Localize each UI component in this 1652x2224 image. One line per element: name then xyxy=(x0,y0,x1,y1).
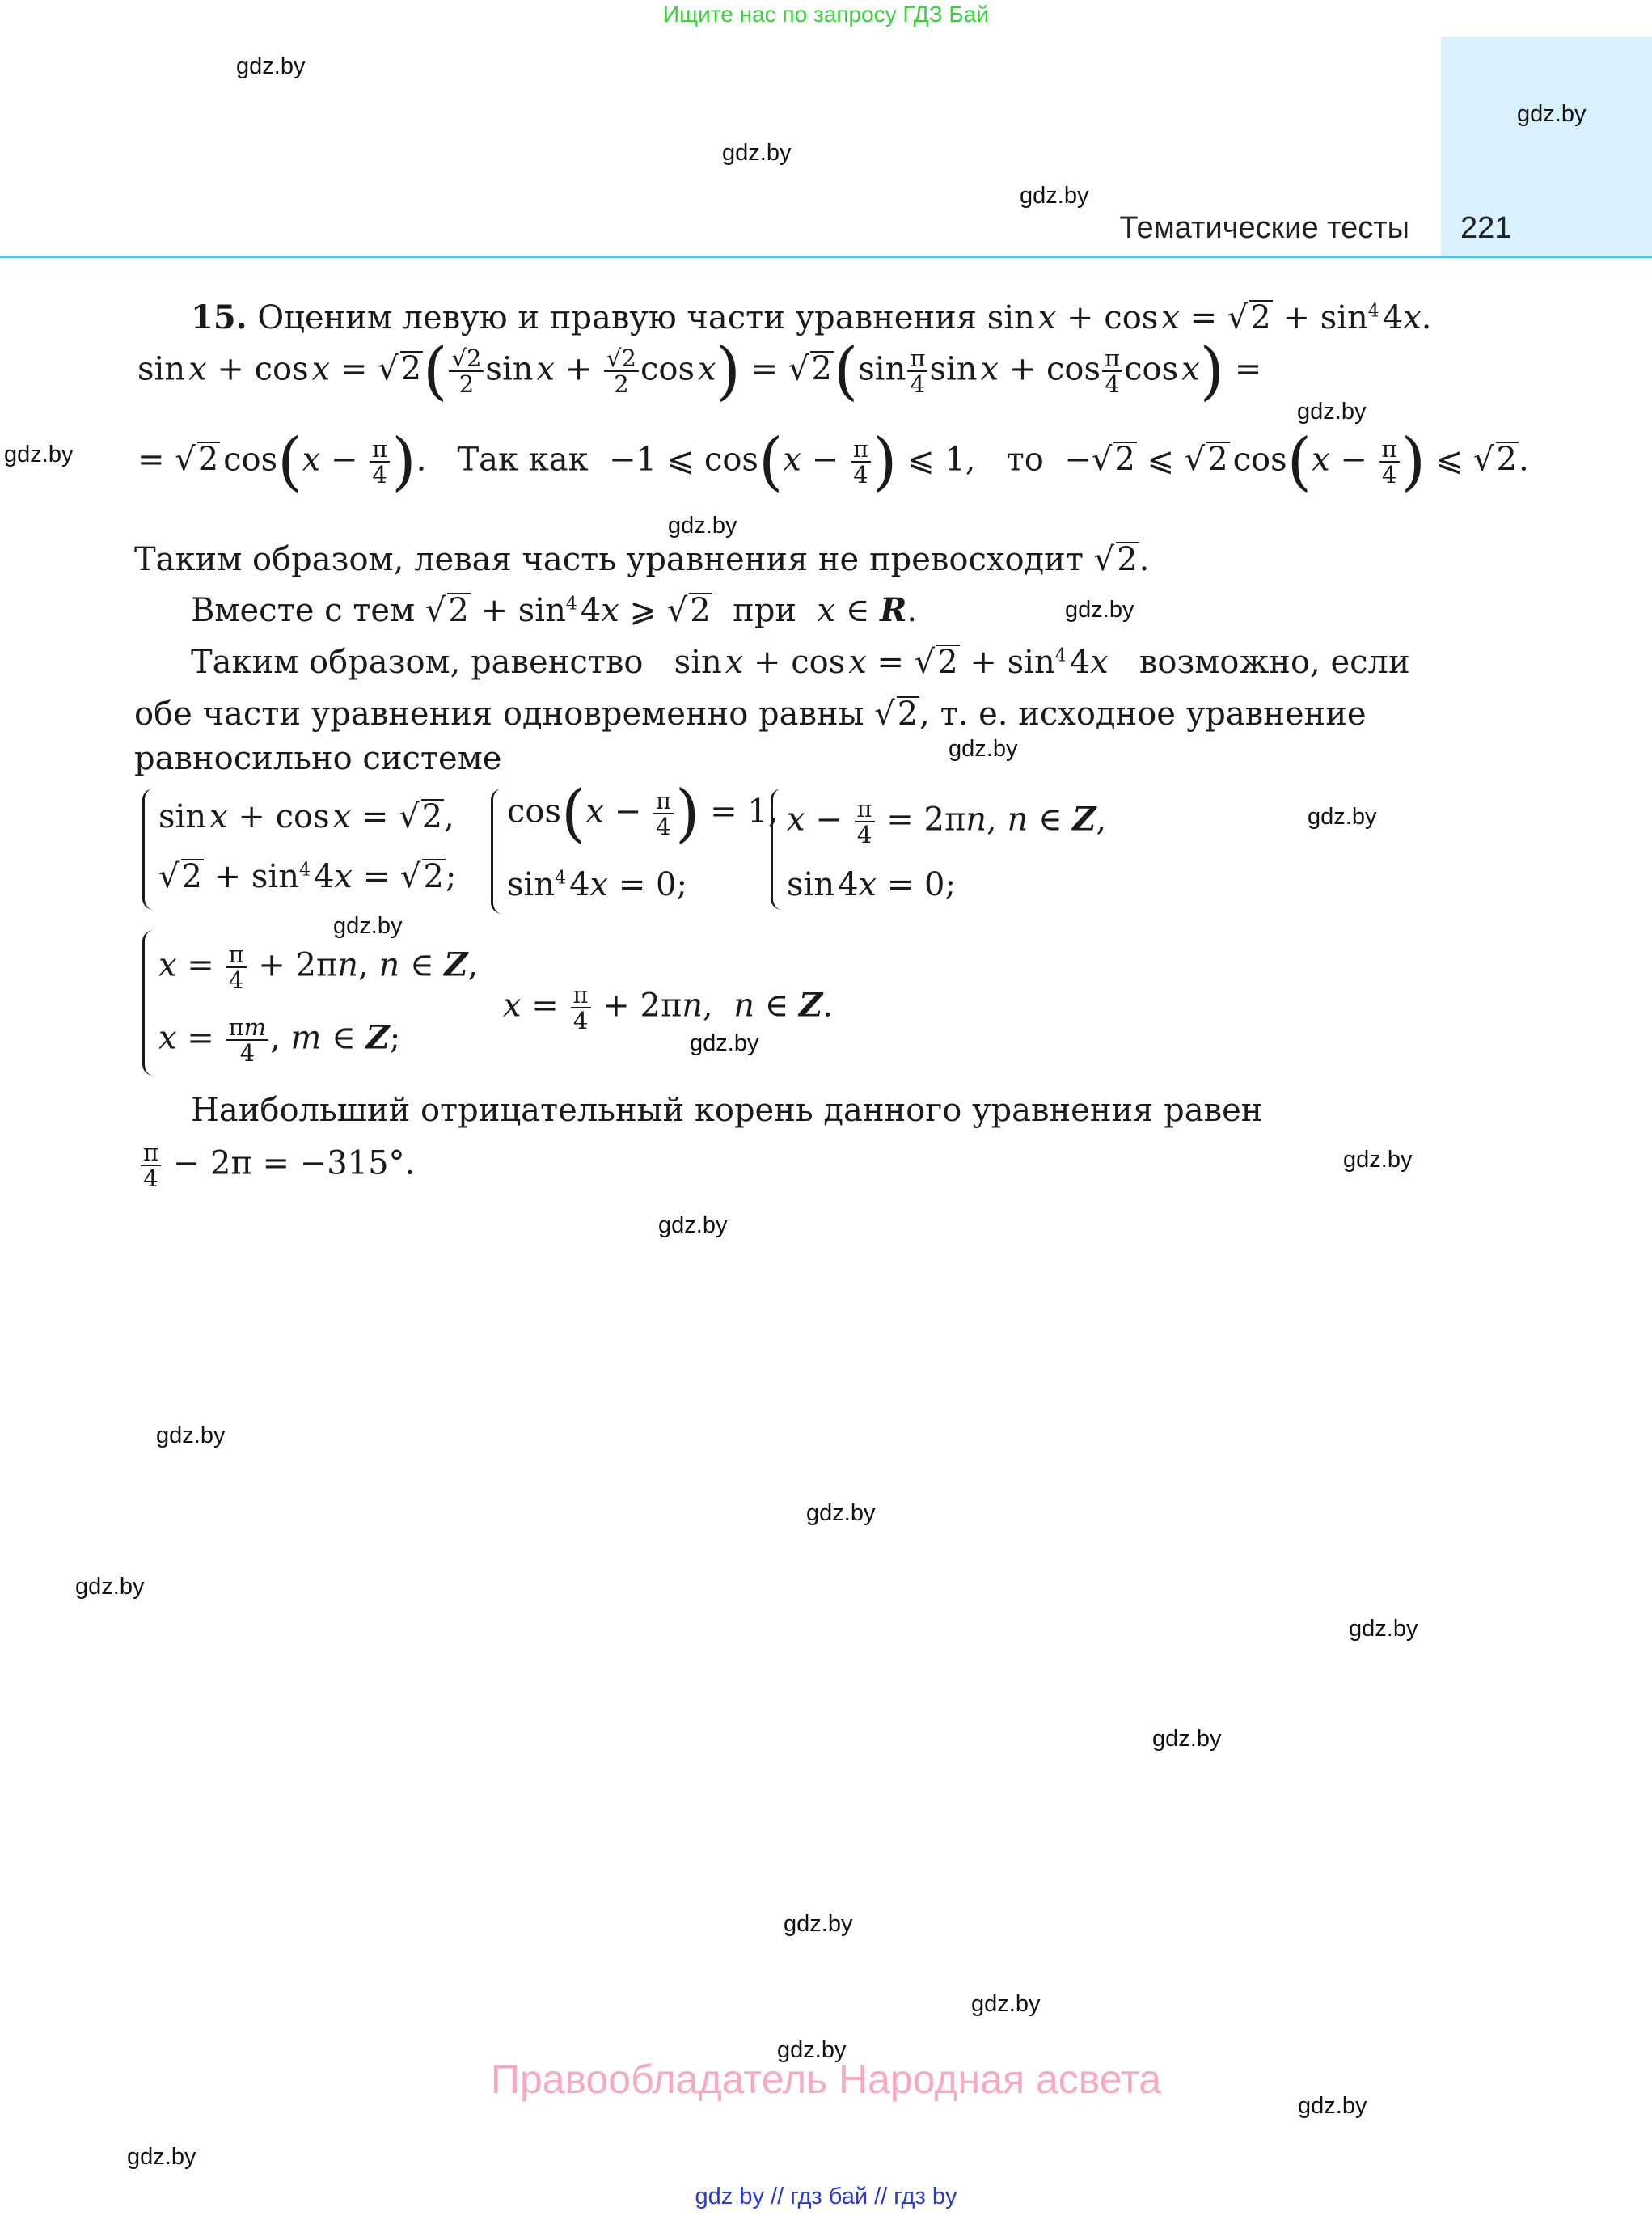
watermark: gdz.by xyxy=(949,736,1018,762)
watermark: gdz.by xyxy=(1308,804,1377,830)
watermark: gdz.by xyxy=(784,1911,853,1937)
answer-line: $\frac{\pi}{4}$ − 2π = −315°. xyxy=(139,1140,415,1191)
paragraph-largest-root: Наибольший отрицательный корень данного уравнения равен xyxy=(191,1092,1263,1129)
page-number: 221 xyxy=(1460,211,1512,245)
watermark: gdz.by xyxy=(722,140,792,166)
problem-intro: Оценим левую и правую части уравнения xyxy=(257,299,977,336)
text-since: Так как xyxy=(457,441,589,479)
text-then: то xyxy=(1006,441,1044,479)
brace xyxy=(491,789,505,914)
watermark: gdz.by xyxy=(971,1991,1041,2017)
watermark: gdz.by xyxy=(75,1574,145,1600)
equation-line-2: = √2 cos(x − $\frac{\pi}{4}$ ). Так как −1 ⩽ cos(x − $\frac{\pi}{4}$ ) ⩽ 1, то −√2 ⩽ √2 cos(x − $\frac{\pi}{4}$ ) ⩽ √2. xyxy=(137,425,1529,499)
watermark: gdz.by xyxy=(4,442,74,467)
paragraph-both-parts: обе части уравнения одновременно равны √2, т. е. исходное уравнение xyxy=(134,696,1367,733)
watermark: gdz.by xyxy=(777,2037,847,2063)
system-3: x − $\frac{\pi}{4}$ = 2πn, n ∈ Z, sin 4x = 0; xyxy=(771,789,1126,910)
watermark: gdz.by xyxy=(236,53,306,79)
watermark: gdz.by xyxy=(806,1500,876,1526)
watermark: gdz.by xyxy=(1517,101,1587,127)
section-title: Тематические тесты xyxy=(1119,211,1409,245)
watermark: gdz.by xyxy=(333,913,403,939)
problem-number: 15. xyxy=(191,298,247,336)
watermark: gdz.by xyxy=(668,513,737,539)
header-divider xyxy=(0,256,1652,258)
copyright-notice: Правообладатель Народная асвета xyxy=(490,2057,1162,2102)
brace xyxy=(142,930,156,1076)
watermark: gdz.by xyxy=(1065,597,1134,623)
watermark: gdz.by xyxy=(1349,1616,1418,1642)
search-banner: Ищите нас по запросу ГДЗ Бай xyxy=(662,2,990,27)
watermark: gdz.by xyxy=(658,1212,728,1238)
watermark: gdz.by xyxy=(1297,399,1367,425)
paragraph-system: равносильно системе xyxy=(134,740,502,777)
watermark: gdz.by xyxy=(156,1423,226,1448)
paragraph-also: Вместе с тем $√2 + \sin^4$ 4x ⩾ √2 при x ∈ R. xyxy=(191,591,918,629)
watermark: gdz.by xyxy=(127,2144,196,2170)
watermark: gdz.by xyxy=(1020,183,1089,209)
system-1: sin x + cos x = √2, $√2 + \sin^4$ 4x = √2; xyxy=(142,789,466,910)
problem-statement: 15. Оценим левую и правую части уравнения sin x + cos $x = √2 + \sin^4$ 4x. xyxy=(191,298,1432,336)
watermark: gdz.by xyxy=(1343,1147,1413,1173)
equation-line-1: sin x + cos x = √2( $\frac{√2}{2}$ sin x + $\frac{√2}{2}$ cos x) = √2(sin $\frac{\pi}{4}$ sin x + cos $\frac{\pi}{4}$ cos x) = xyxy=(137,335,1262,408)
system-4: x = $\frac{\pi}{4}$ + 2πn, n ∈ Z, x = $\frac{\pi m}{4}$ , m ∈ Z; xyxy=(142,930,498,1076)
watermark: gdz.by xyxy=(1298,2093,1367,2119)
paragraph-left-part: Таким образом, левая часть уравнения не превосходит √2. xyxy=(134,541,1150,578)
brace xyxy=(142,789,156,910)
paragraph-equality: Таким образом, равенство sin x + cos $x = √2 + \sin^4$ 4x возможно, если xyxy=(191,644,1410,681)
system-2: cos(x − $\frac{\pi}{4}$ ) = 1, $\sin^4$ 4x = 0; xyxy=(491,789,758,914)
solution-line: x = $\frac{\pi}{4}$ + 2πn, n ∈ Z. xyxy=(503,981,833,1035)
brace xyxy=(771,789,784,910)
footer-links[interactable]: gdz by // гдз бай // гдз by xyxy=(695,2184,957,2209)
watermark: gdz.by xyxy=(690,1030,759,1056)
watermark: gdz.by xyxy=(1152,1726,1222,1752)
